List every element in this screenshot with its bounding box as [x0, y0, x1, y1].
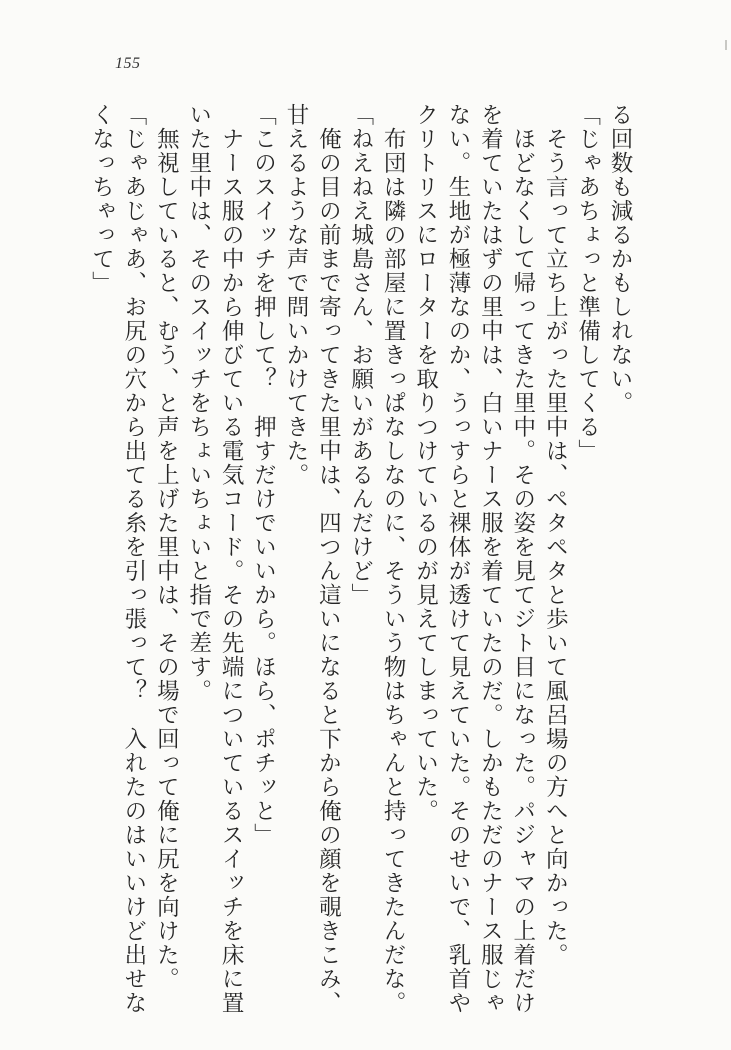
text-line: ナース服の中から伸びている電気コード。その先端についているスイッチを床に置	[218, 103, 245, 1015]
text-line: 布団は隣の部屋に置きっぱなしなのに、そういう物はちゃんと持ってきたんだな。	[380, 103, 407, 1015]
text-line: る回数も減るかもしれない。	[607, 103, 633, 415]
text-line: 甘えるような声で問いかけてきた。	[282, 103, 309, 487]
text-line: 「このスイッチを押して？ 押すだけでいいから。ほら、ポチッと」	[250, 103, 277, 847]
text-line: ほどなくして帰ってきた里中。その姿を見てジト目になった。パジャマの上着だけ	[509, 103, 536, 1015]
text-line: 俺の目の前まで寄ってきた里中は、四つん這いになると下から俺の顔を覗きこみ、	[315, 103, 342, 1015]
text-line: 「ねえねえ城島さん、お願いがあるんだけど」	[347, 103, 374, 607]
text-line: ない。生地が極薄なのか、うっすらと裸体が透けて見えていた。そのせいで、乳首や	[444, 103, 471, 1015]
vertical-body-text	[85, 103, 636, 1015]
text-line: 「じゃあじゃあ、お尻の穴から出てる糸を引っ張って？ 入れたのはいいけど出せな	[120, 103, 147, 1015]
text-line: くなっちゃって」	[88, 103, 115, 295]
page-number: 155	[115, 55, 141, 72]
text-line: クリトリスにローターを取りつけているのが見えてしまっていた。	[412, 103, 439, 823]
text-line: そう言って立ち上がった里中は、ペタペタと歩いて風呂場の方へと向かった。	[542, 103, 569, 967]
text-line: 無視していると、むう、と声を上げた里中は、その場で回って俺に尻を向けた。	[153, 103, 180, 991]
text-line: いた里中は、そのスイッチをちょいちょいと指で差す。	[185, 103, 212, 703]
page-edge-mark	[725, 40, 727, 50]
text-line: 「じゃあちょっと準備してくる」	[574, 103, 601, 463]
text-line: を着ていたはずの里中は、白いナース服を着ていたのだ。しかもただのナース服じゃ	[477, 103, 504, 1015]
